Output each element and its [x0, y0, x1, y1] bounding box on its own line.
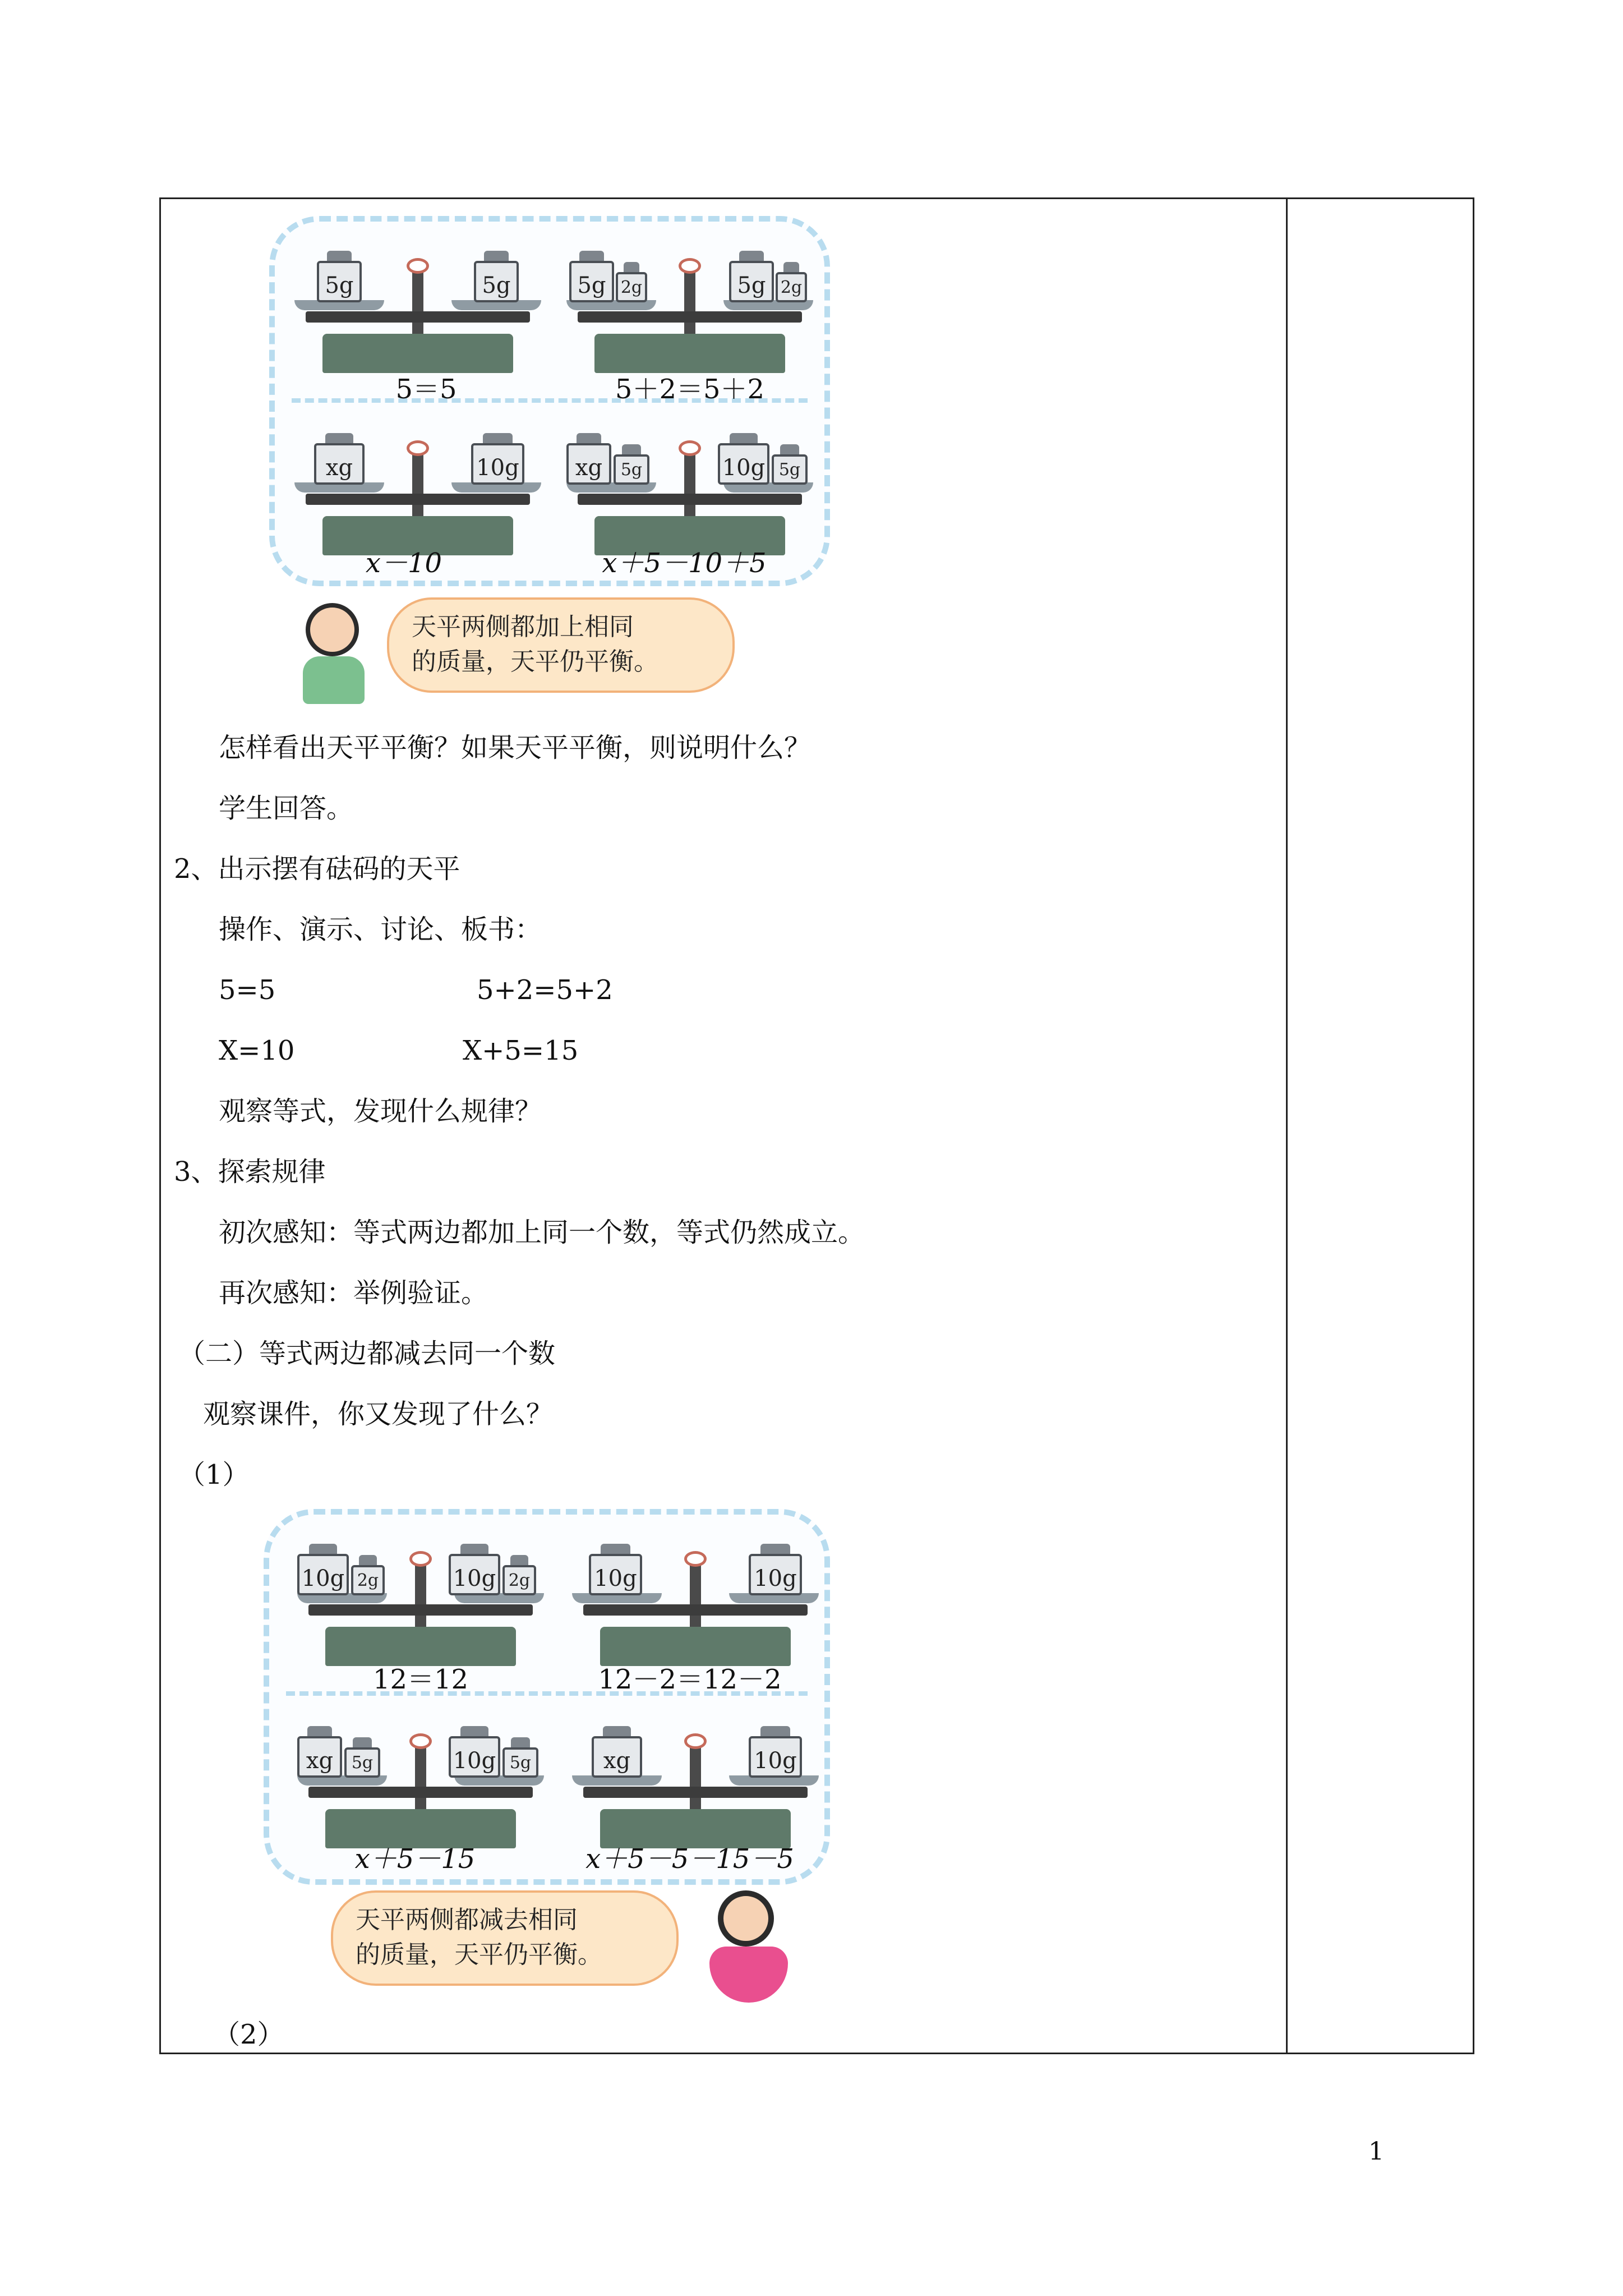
equation-label: x－10 — [365, 547, 442, 579]
girl-character-illustration — [707, 1890, 791, 2003]
speech-bubble — [331, 1890, 679, 1986]
weight-label: 5g — [569, 261, 614, 302]
weight-label: 10g — [749, 1554, 802, 1595]
equation-label: x＋5－15 — [354, 1843, 476, 1875]
weight-label: 5g — [614, 454, 649, 485]
step-text: 再次感知：举例验证。 — [219, 1277, 488, 1309]
question-text: 观察等式，发现什么规律？ — [219, 1096, 542, 1127]
weight-label: xg — [297, 1736, 342, 1778]
balance-scale — [294, 227, 541, 373]
page-number: 1 — [1368, 2137, 1384, 2166]
balance-figure-adding — [269, 216, 830, 710]
step-text: 操作、演示、讨论、板书： — [219, 914, 542, 945]
balance-scale — [297, 1703, 544, 1848]
speech-bubble — [387, 597, 735, 693]
weight-label: 10g — [589, 1554, 642, 1595]
step-heading: 3、探索规律 — [174, 1156, 326, 1188]
weight-label: 10g — [749, 1736, 802, 1778]
step-text: 初次感知：等式两边都加上同一个数，等式仍然成立。 — [219, 1217, 865, 1248]
balance-scale — [297, 1520, 544, 1666]
weight-label: xg — [314, 443, 365, 485]
weight-label: 10g — [449, 1554, 500, 1595]
weight-label: 2g — [616, 272, 647, 302]
weight-label: 2g — [502, 1565, 536, 1595]
equation-text: 5+2=5+2 — [477, 974, 613, 1006]
section-heading: （二）等式两边都减去同一个数 — [178, 1338, 556, 1369]
table-column-divider — [1286, 199, 1288, 2053]
question-text: 怎样看出天平平衡？如果天平平衡，则说明什么？ — [219, 732, 811, 763]
weight-label: 5g — [474, 261, 519, 302]
step-heading: 2、出示摆有砝码的天平 — [174, 853, 460, 885]
speech-bubble-line: 的质量，天平仍平衡。 — [356, 1940, 602, 1969]
speech-bubble-line: 天平两侧都减去相同 — [356, 1906, 578, 1934]
weight-label: 10g — [718, 443, 769, 485]
balance-scale — [294, 409, 541, 555]
weight-label: 5g — [772, 454, 808, 485]
speech-bubble-line: 的质量，天平仍平衡。 — [412, 647, 658, 676]
item-label: （1） — [178, 1459, 250, 1490]
equation-text: X+5=15 — [463, 1035, 579, 1066]
balance-scale — [566, 227, 813, 373]
equation-label: 12＝12 — [372, 1664, 469, 1695]
boy-character-illustration — [297, 603, 370, 704]
equation-text: 5=5 — [219, 974, 276, 1006]
question-text: 观察课件，你又发现了什么？ — [203, 1398, 554, 1430]
weight-label: 5g — [502, 1747, 538, 1778]
balance-figure-subtracting — [264, 1509, 841, 2014]
equation-label: x＋5－5－15－5 — [585, 1843, 794, 1875]
balance-scale — [566, 409, 813, 555]
weight-label: 10g — [449, 1736, 500, 1778]
equation-label: 5＋2＝5＋2 — [615, 374, 765, 405]
weight-label: 2g — [351, 1565, 385, 1595]
balance-scale — [572, 1703, 819, 1848]
weight-label: 5g — [317, 261, 362, 302]
weight-label: 2g — [776, 272, 807, 302]
weight-label: 10g — [471, 443, 524, 485]
equation-text: X=10 — [219, 1035, 295, 1066]
weight-label: 5g — [344, 1747, 380, 1778]
equation-label: 5＝5 — [395, 374, 457, 405]
answer-text: 学生回答。 — [219, 793, 354, 824]
weight-label: xg — [592, 1736, 642, 1778]
weight-label: 5g — [729, 261, 774, 302]
weight-label: xg — [566, 443, 611, 485]
balance-scale — [572, 1520, 819, 1666]
weight-label: 10g — [297, 1554, 349, 1595]
equation-label: x＋5－10＋5 — [602, 547, 767, 579]
equation-label: 12－2＝12－2 — [598, 1664, 782, 1695]
item-label: （2） — [213, 2019, 284, 2050]
speech-bubble-line: 天平两侧都加上相同 — [412, 613, 634, 641]
